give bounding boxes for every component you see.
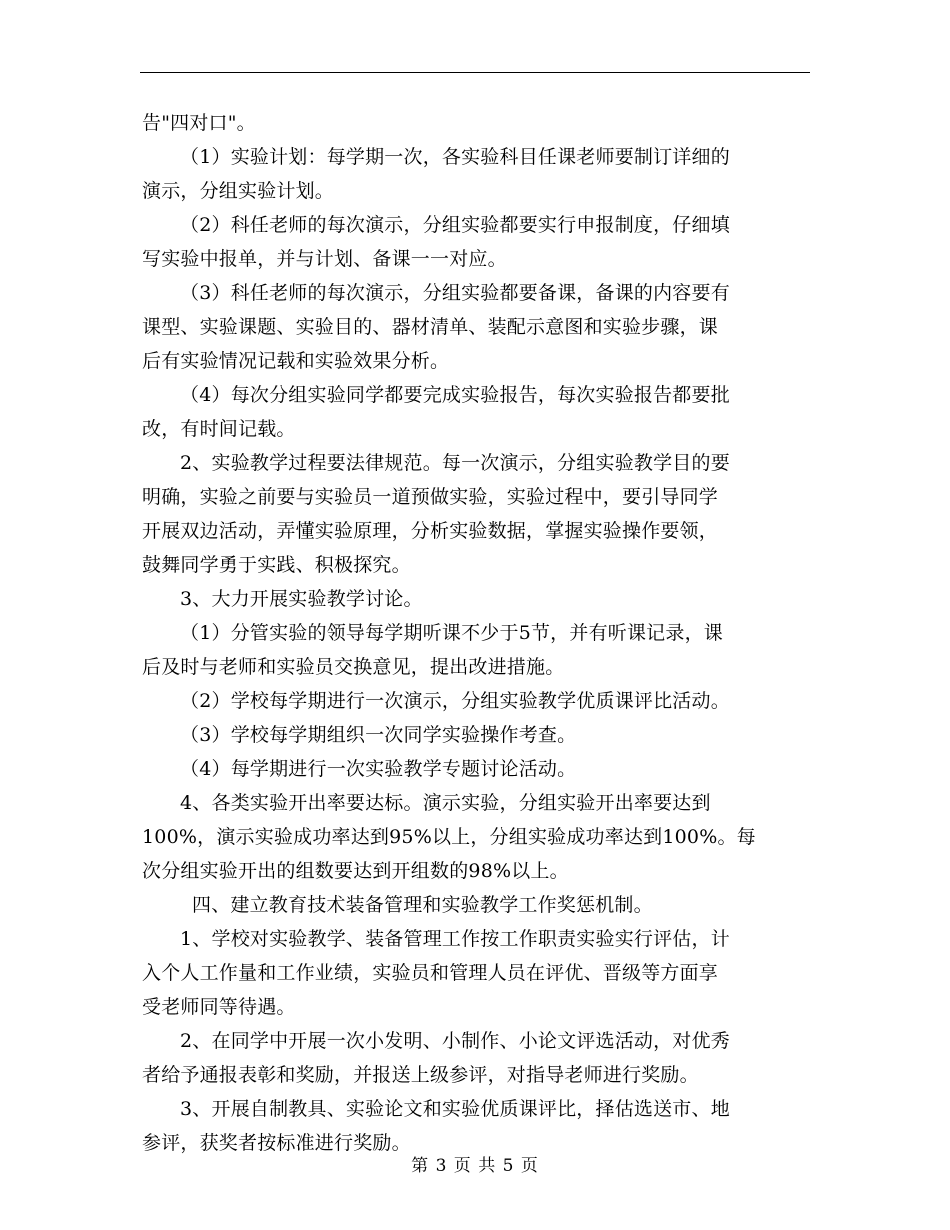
paragraph-line: 4、各类实验开出率要达标。演示实验，分组实验开出率要达到 — [180, 792, 711, 814]
paragraph-line: （2）学校每学期进行一次演示，分组实验教学优质课评比活动。 — [180, 690, 730, 712]
paragraph-line: 3、大力开展实验教学讨论。 — [180, 588, 423, 610]
paragraph-line: 入个人工作量和工作业绩，实验员和管理人员在评优、晋级等方面享 — [142, 962, 719, 984]
paragraph-line: 2、在同学中开展一次小发明、小制作、小论文评选活动，对优秀 — [180, 1030, 730, 1052]
paragraph-line: 写实验中报单，并与计划、备课一一对应。 — [142, 248, 507, 270]
paragraph-line: 1、学校对实验教学、装备管理工作按工作职责实验实行评估，计 — [180, 928, 730, 950]
paragraph-line: 3、开展自制教具、实验论文和实验优质课评比，择估选送市、地 — [180, 1098, 730, 1120]
paragraph-line: 后有实验情况记载和实验效果分析。 — [142, 350, 450, 372]
paragraph-line: 后及时与老师和实验员交换意见，提出改进措施。 — [142, 656, 565, 678]
paragraph-line: （3）科任老师的每次演示，分组实验都要备课，备课的内容要有 — [180, 282, 730, 304]
section-heading: 四、建立教育技术装备管理和实验教学工作奖惩机制。 — [192, 894, 653, 916]
paragraph-line: 次分组实验开出的组数要达到开组数的98%以上。 — [142, 860, 569, 882]
paragraph-line: 课型、实验课题、实验目的、器材清单、装配示意图和实验步骤，课 — [142, 316, 719, 338]
paragraph-line: 100%，演示实验成功率达到95%以上，分组实验成功率达到100%。每 — [142, 826, 756, 848]
paragraph-line: 改，有时间记载。 — [142, 418, 296, 440]
document-body — [142, 106, 812, 1160]
paragraph-line: 明确，实验之前要与实验员一道预做实验，实验过程中，要引导同学 — [142, 486, 719, 508]
paragraph-line: 演示，分组实验计划。 — [142, 180, 335, 202]
paragraph-line: 开展双边活动，弄懂实验原理，分析实验数据，掌握实验操作要领， — [142, 520, 719, 542]
page-number: 第 3 页 共 5 页 — [411, 1156, 539, 1176]
paragraph-line: （2）科任老师的每次演示，分组实验都要实行申报制度，仔细填 — [180, 214, 730, 236]
paragraph-line: 2、实验教学过程要法律规范。每一次演示，分组实验教学目的要 — [180, 452, 730, 474]
paragraph-line: 鼓舞同学勇于实践、积极探究。 — [142, 554, 411, 576]
paragraph-line: 者给予通报表彰和奖励，并报送上级参评，对指导老师进行奖励。 — [142, 1064, 699, 1086]
paragraph-line: （1）分管实验的领导每学期听课不少于5节，并有听课记录，课 — [180, 622, 723, 644]
paragraph-line: （1）实验计划：每学期一次，各实验科目任课老师要制订详细的 — [180, 146, 730, 168]
paragraph-line: （4）每学期进行一次实验教学专题讨论活动。 — [180, 758, 577, 780]
paragraph-line: 告"四对口"。 — [142, 112, 256, 134]
paragraph-line: （3）学校每学期组织一次同学实验操作考查。 — [180, 724, 577, 746]
header-rule — [140, 72, 810, 73]
paragraph-line: 受老师同等待遇。 — [142, 996, 296, 1018]
paragraph-line: （4）每次分组实验同学都要完成实验报告，每次实验报告都要批 — [180, 384, 730, 406]
paragraph-line: 参评，获奖者按标准进行奖励。 — [142, 1132, 411, 1154]
